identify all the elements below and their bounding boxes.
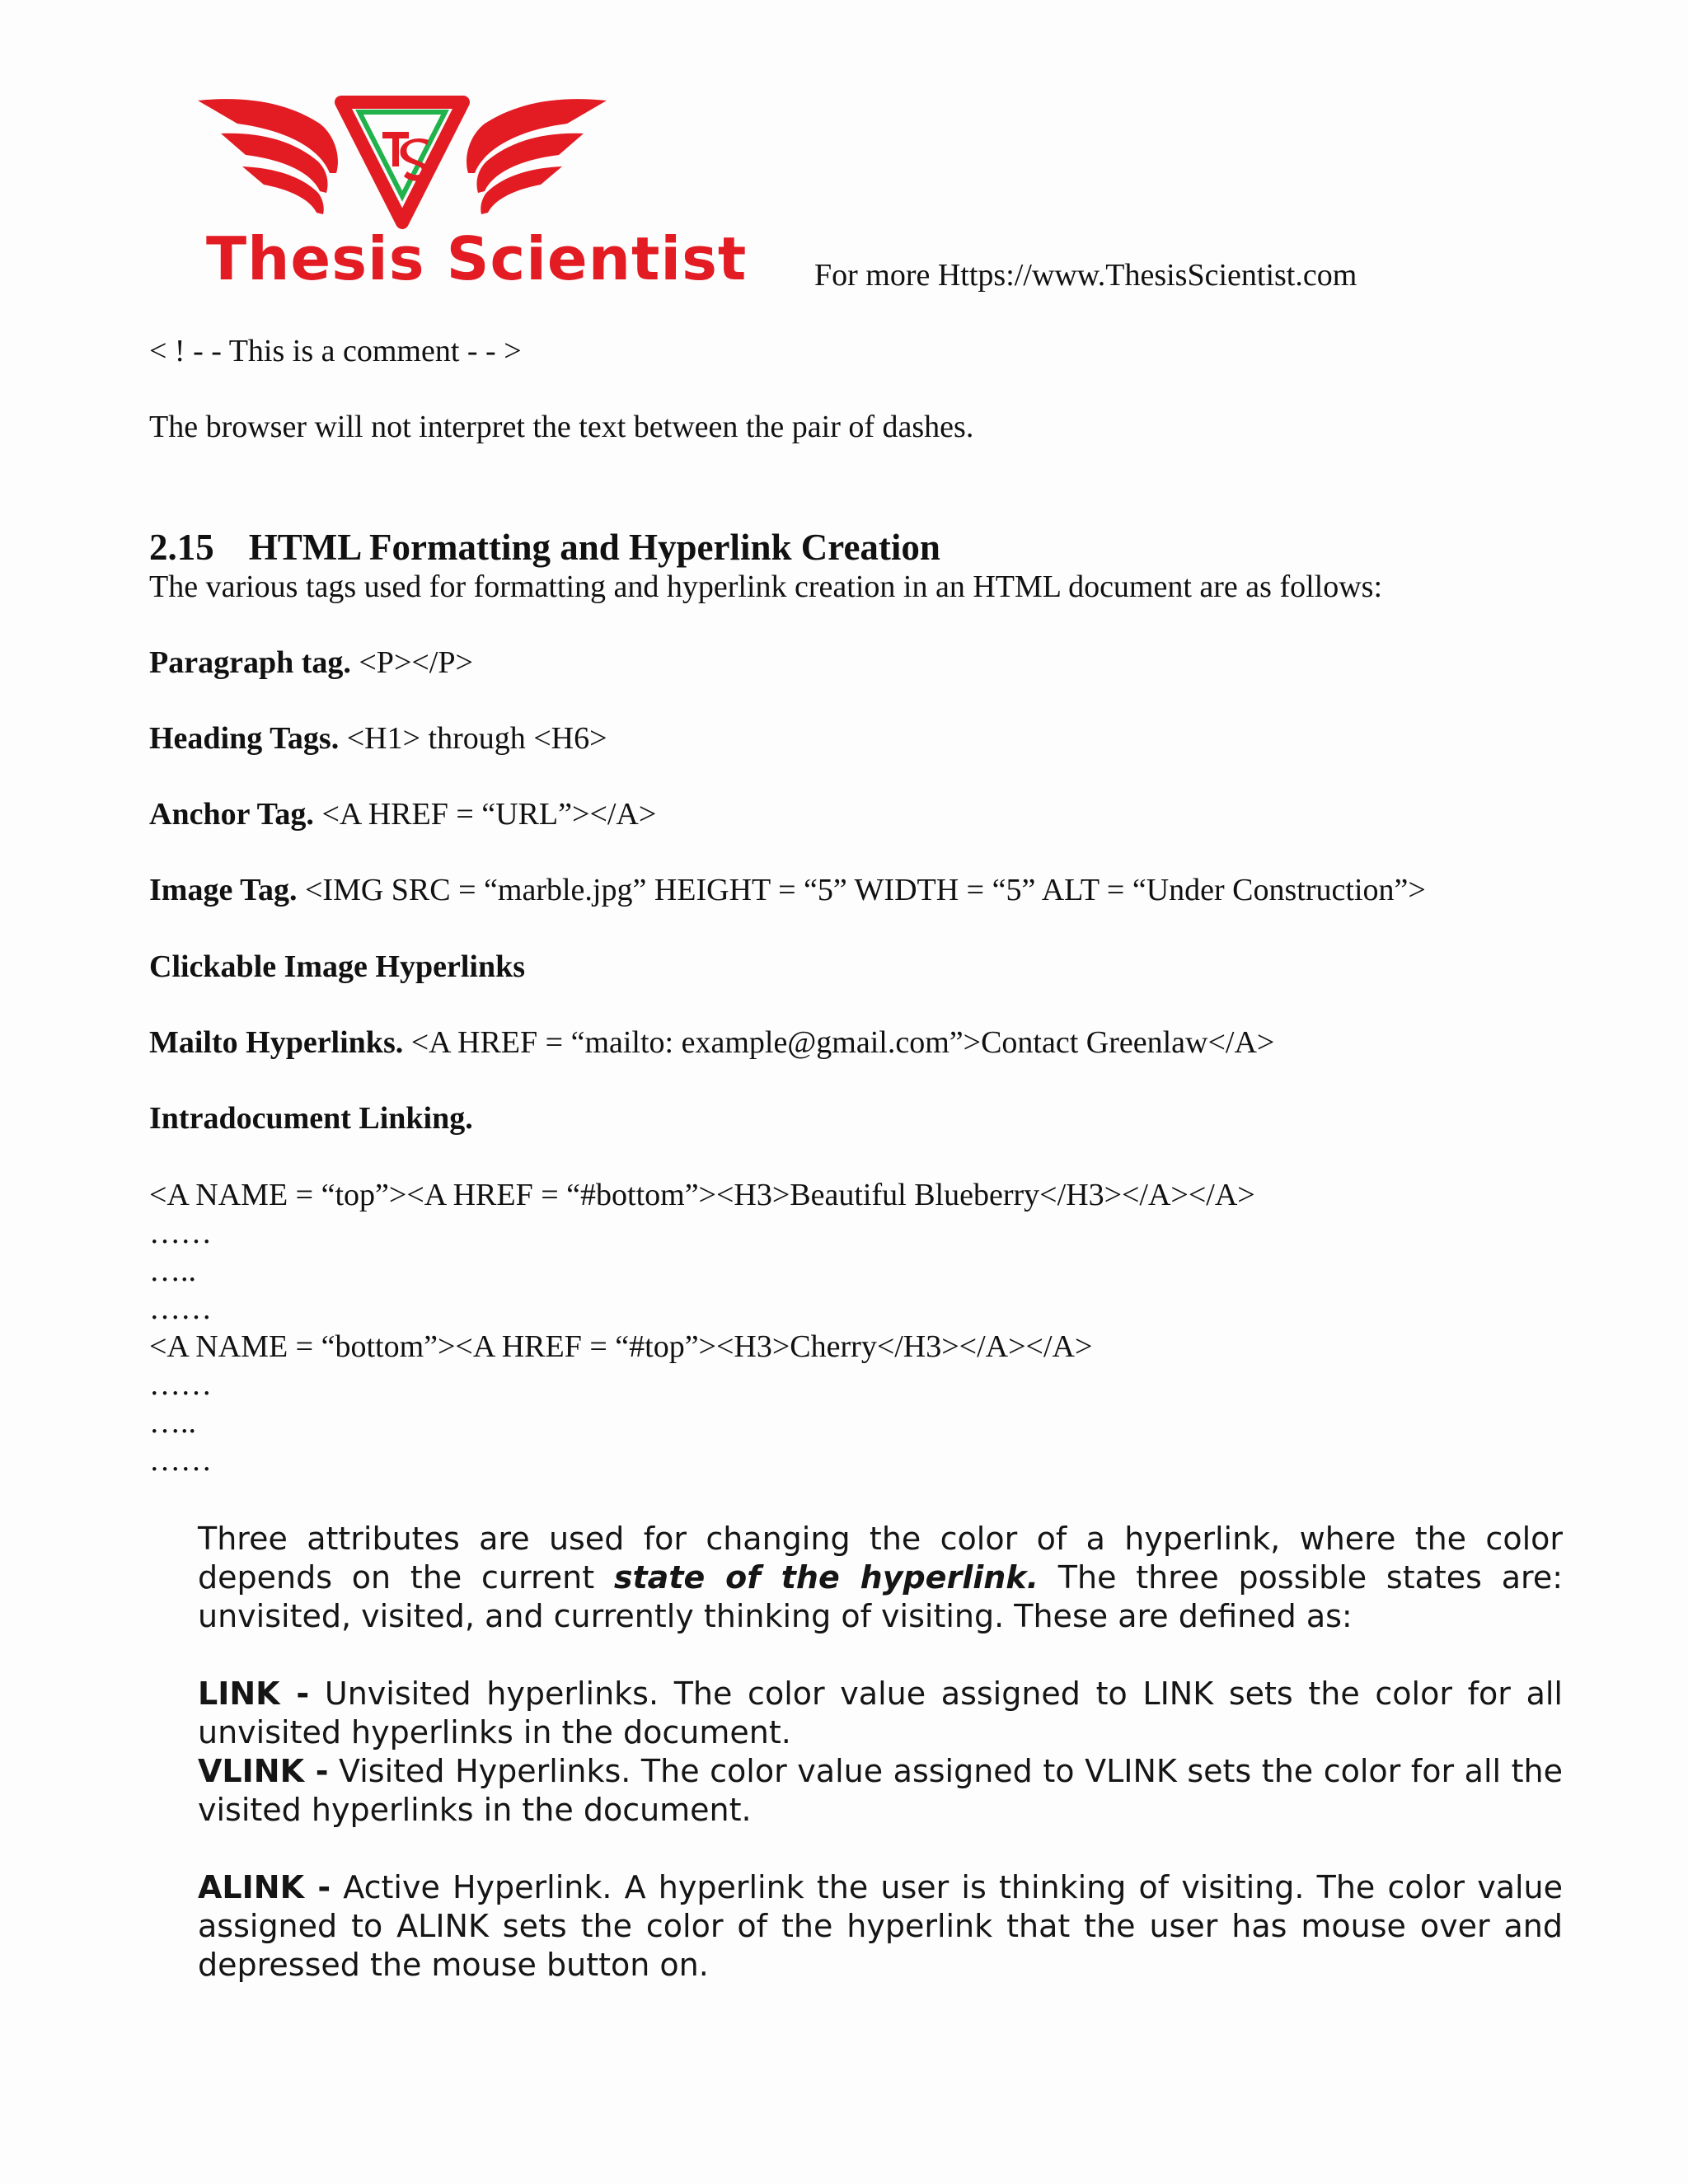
- tag-label: Intradocument Linking.: [149, 1101, 473, 1136]
- tag-label: Mailto Hyperlinks.: [149, 1025, 404, 1060]
- tag-clickable-image: [149, 948, 525, 986]
- link-definition: [198, 1675, 1563, 1752]
- tag-anchor: [149, 795, 656, 833]
- vlink-definition: [198, 1752, 1563, 1830]
- logo-wordmark: Thesis Scientist: [206, 224, 748, 293]
- browser-note: The browser will not interpret the text between the pair of dashes.: [149, 410, 974, 444]
- code-line: …..: [149, 1254, 196, 1288]
- vlink-text: Visited Hyperlinks. The color value assigned to VLINK sets the color for all the visited hyperlinks in the document.: [198, 1753, 1563, 1828]
- vlink-label: VLINK -: [198, 1753, 329, 1789]
- link-text: Unvisited hyperlinks. The color value assigned to LINK sets the color for all unvisited hyperlinks in the document.: [198, 1675, 1563, 1750]
- tag-value: <IMG SRC = “marble.jpg” HEIGHT = “5” WIDTH = “5” ALT = “Under Construction”>: [297, 873, 1426, 907]
- code-line: ……: [149, 1443, 212, 1478]
- alink-definition: [198, 1868, 1563, 1985]
- attributes-intro: [198, 1520, 1563, 1636]
- code-line: ……: [149, 1291, 212, 1326]
- tag-heading: [149, 719, 607, 757]
- tag-value: <A HREF = “URL”></A>: [313, 797, 657, 832]
- link-label: LINK -: [198, 1675, 310, 1712]
- intro-text-post: The three possible states are: unvisited, visited, and currently thinking of visiting. These are defined as:: [198, 1559, 1563, 1634]
- tag-intradocument: [149, 1099, 473, 1137]
- tag-label: Anchor Tag.: [149, 797, 314, 832]
- tag-image: [149, 871, 1426, 909]
- comment-example: < ! - - This is a comment - - >: [149, 334, 522, 368]
- alink-text: Active Hyperlink. A hyperlink the user is thinking of visiting. The color value assigned to ALINK sets the color of the hyperlink that the user has mouse over and depressed the mouse button on.: [198, 1869, 1563, 1983]
- tag-label: Heading Tags.: [149, 721, 340, 756]
- section-number: 2.15: [149, 527, 214, 568]
- code-line: ……: [149, 1367, 212, 1402]
- state-emphasis: state of the hyperlink.: [613, 1559, 1039, 1596]
- tag-value: <H1> through <H6>: [339, 721, 607, 756]
- tag-label: Clickable Image Hyperlinks: [149, 949, 526, 984]
- tag-value: <P></P>: [350, 645, 473, 680]
- section-title: HTML Formatting and Hyperlink Creation: [248, 527, 940, 568]
- intro-text: Three attributes are used for changing the color of a hyperlink, where the color depends on the current: [198, 1521, 1563, 1596]
- tag-value: <A HREF = “mailto: example@gmail.com”>Contact Greenlaw</A>: [403, 1025, 1275, 1060]
- section-lead: The various tags used for formatting and hyperlink creation in an HTML document are as follows:: [149, 569, 1383, 604]
- code-line: …..: [149, 1405, 196, 1440]
- code-line: <A NAME = “bottom”><A HREF = “#top”><H3>Cherry</H3></A></A>: [149, 1329, 1093, 1364]
- code-line: ……: [149, 1216, 212, 1250]
- section-heading: [149, 526, 940, 569]
- tag-label: Image Tag.: [149, 873, 298, 907]
- winged-triangle-icon: [188, 91, 617, 231]
- more-info-link[interactable]: For more Https://www.ThesisScientist.com: [814, 258, 1357, 293]
- tag-paragraph: [149, 644, 473, 682]
- alink-label: ALINK -: [198, 1869, 331, 1905]
- code-line: <A NAME = “top”><A HREF = “#bottom”><H3>Beautiful Blueberry</H3></A></A>: [149, 1178, 1255, 1212]
- tag-label: Paragraph tag.: [149, 645, 351, 680]
- tag-mailto: [149, 1024, 1274, 1062]
